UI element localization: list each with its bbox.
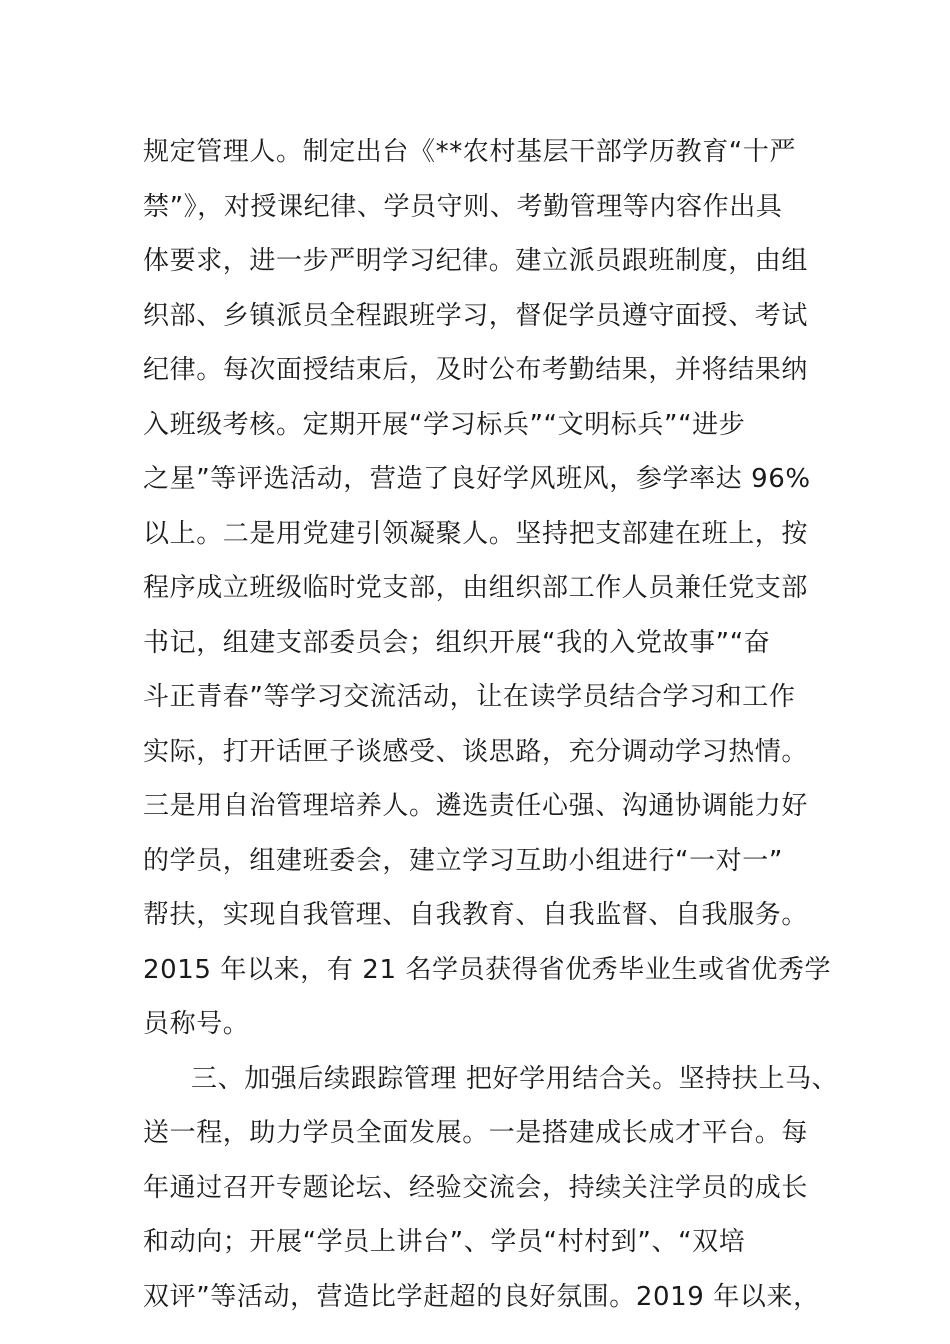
- text-line: 纪律。每次面授结束后，及时公布考勤结果，并将结果纳: [143, 355, 809, 385]
- text-line: 三是用自治管理培养人。遴选责任心强、沟通协调能力好: [143, 791, 809, 821]
- text-line: 员称号。: [143, 1009, 250, 1039]
- text-line: 帮扶，实现自我管理、自我教育、自我监督、自我服务。: [143, 900, 809, 930]
- text-line: 以上。二是用党建引领凝聚人。坚持把支部建在班上，按: [143, 518, 809, 549]
- text-line: 送一程，助力学员全面发展。一是搭建成长成才平台。每: [143, 1118, 809, 1148]
- text-line: 规定管理人。制定出台《**农村基层干部学历教育“十严: [143, 137, 797, 167]
- text-line: 年通过召开专题论坛、经验交流会，持续关注学员的成长: [143, 1172, 809, 1203]
- body-text: [143, 125, 839, 1324]
- section-heading-line: 三、加强后续跟踪管理 把好学用结合关。坚持扶上马、: [191, 1063, 839, 1094]
- text-line: 禁”》，对授课纪律、学员守则、考勤管理等内容作出具: [143, 191, 783, 222]
- text-line: 体要求，进一步严明学习纪律。建立派员跟班制度，由组: [143, 246, 809, 276]
- text-line: 之星”等评选活动，营造了良好学风班风，参学率达 96%: [143, 464, 811, 494]
- text-line: 和动向；开展“学员上讲台”、学员“村村到”、“双培: [143, 1227, 746, 1257]
- text-line: 入班级考核。定期开展“学习标兵”“文明标兵”“进步: [143, 409, 746, 440]
- text-line: 织部、乡镇派员全程跟班学习，督促学员遵守面授、考试: [143, 300, 809, 331]
- text-line: 双评”等活动，营造比学赶超的良好氛围。2019 年以来，: [143, 1281, 820, 1312]
- text-line: 斗正青春”等学习交流活动，让在读学员结合学习和工作: [143, 682, 796, 712]
- text-line: 2015 年以来，有 21 名学员获得省优秀毕业生或省优秀学: [143, 954, 832, 985]
- text-line: 的学员，组建班委会，建立学习互助小组进行“一对一”: [143, 845, 783, 876]
- text-line: 实际，打开话匣子谈感受、谈思路，充分调动学习热情。: [143, 736, 809, 767]
- text-line: 书记，组建支部委员会；组织开展“我的入党故事”“奋: [143, 627, 771, 658]
- text-line: 程序成立班级临时党支部，由组织部工作人员兼任党支部: [143, 573, 809, 603]
